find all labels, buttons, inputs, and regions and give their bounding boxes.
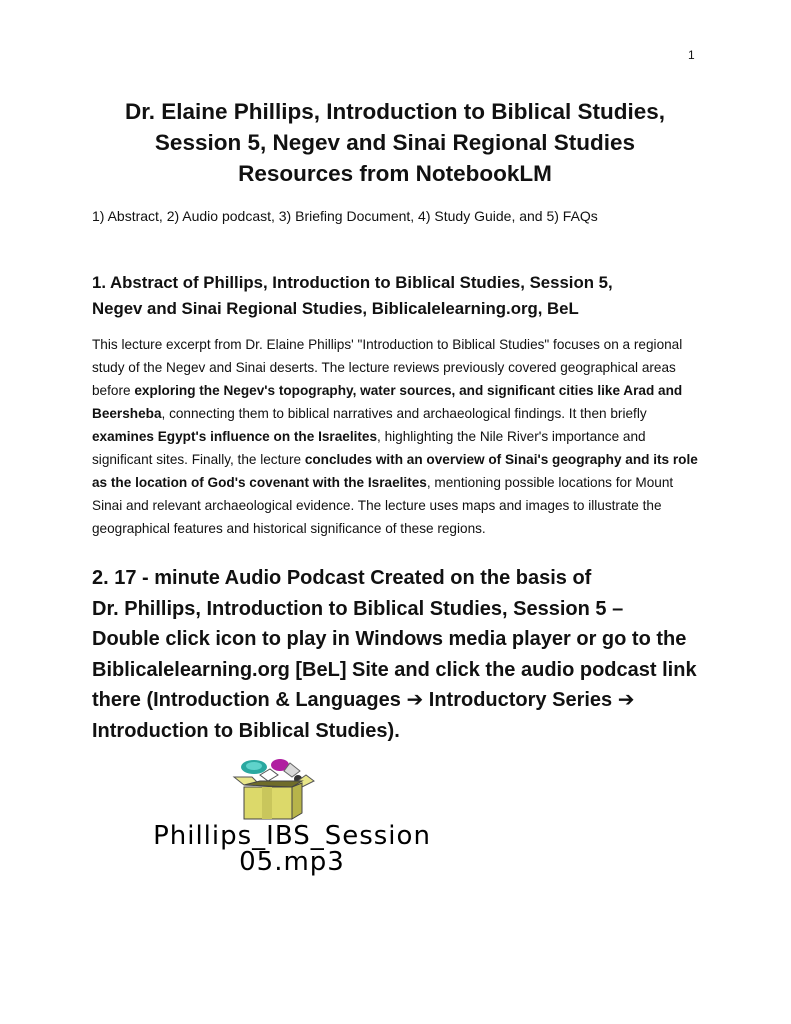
podcast-heading-line-3: Double click icon to play in Windows media player or go to the [92, 628, 687, 650]
abstract-bold-2: examines Egypt's influence on the Israelites [92, 429, 378, 444]
audio-file-name[interactable] [92, 823, 492, 875]
audio-package-icon[interactable] [232, 757, 316, 823]
title-line-2: Session 5, Negev and Sinai Regional Studies [154, 130, 636, 155]
abstract-bold-1: exploring the Negev's topography, water sources, and significant cities like Arad and Beersheba [92, 383, 683, 421]
abstract-heading-line-1: 1. Abstract of Phillips, Introduction to Biblical Studies, Session 5, [92, 273, 613, 292]
abstract-heading [92, 270, 712, 322]
title-line-1: Dr. Elaine Phillips, Introduction to Biblical Studies, [124, 99, 666, 124]
page-number: 1 [688, 48, 695, 62]
audio-file-link[interactable] [92, 757, 492, 877]
audio-file-name-line-2: 05.mp3 [239, 847, 345, 877]
podcast-heading-line-6: Introduction to Biblical Studies). [92, 719, 400, 742]
podcast-heading [92, 563, 712, 746]
abstract-text-1: This lecture excerpt from Dr. Elaine Phillips' "Introduction to Biblical Studies" focuses on a regional study of the Negev and Sinai deserts. The lecture reviews previously covered geographical areas before [92, 337, 683, 398]
podcast-path-text-1: there (Introduction & Languages [92, 689, 407, 711]
audio-file-name-line-1: Phillips_IBS_Session [153, 821, 431, 851]
abstract-heading-line-2: Negev and Sinai Regional Studies, Biblicalelearning.org, BeL [92, 299, 579, 318]
abstract-text-3: , highlighting the Nile River's importance and significant sites. Finally, the lecture [92, 429, 646, 467]
podcast-heading-line-4: Biblicalelearning.org [BeL] Site and click the audio podcast link [92, 658, 697, 681]
abstract-text-4: , mentioning possible locations for Mount Sinai and relevant archaeological evidence. The lecture uses maps and images to illustrate the geographical features and historical significance of these regions. [92, 475, 674, 536]
podcast-heading-line-1: 2. 17 - minute Audio Podcast Created on the basis of [92, 567, 592, 589]
resource-list: 1) Abstract, 2) Audio podcast, 3) Briefing Document, 4) Study Guide, and 5) FAQs [92, 208, 598, 224]
arrow-right-icon: ➔ [617, 689, 635, 711]
title-line-3: Resources from NotebookLM [238, 161, 552, 186]
arrow-right-icon: ➔ [406, 689, 424, 711]
abstract-paragraph [92, 333, 700, 540]
abstract-text-2: , connecting them to biblical narratives and archaeological findings. It then briefly [161, 406, 647, 421]
page-title [92, 96, 698, 189]
podcast-path-text-2: Introductory Series [423, 689, 618, 711]
podcast-heading-line-2: Dr. Phillips, Introduction to Biblical Studies, Session 5 – [92, 597, 624, 620]
podcast-heading-line-5 [92, 685, 712, 716]
abstract-bold-3: concludes with an overview of Sinai's geography and its role as the location of God's covenant with the Israelites [92, 452, 698, 490]
